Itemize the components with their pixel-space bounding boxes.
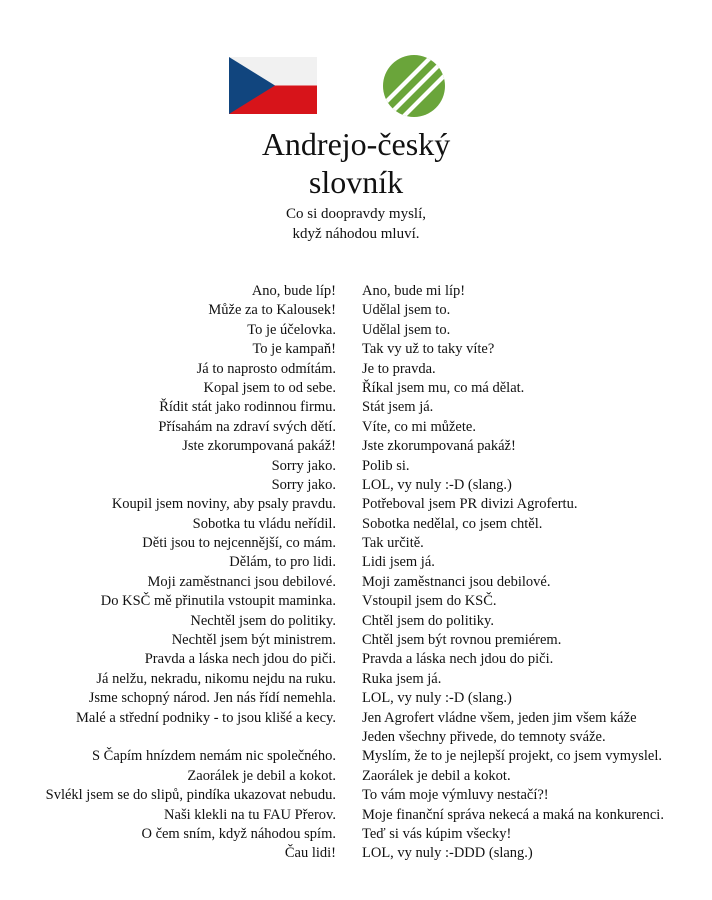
phrase-meaning: To vám moje výmluvy nestačí?!	[362, 787, 549, 804]
dictionary-row	[0, 825, 712, 844]
phrase-said: Čau lidi!	[284, 845, 336, 862]
phrase-meaning: Myslím, že to je nejlepší projekt, co jsem vymyslel.	[362, 748, 663, 765]
dictionary-row	[0, 418, 712, 437]
phrase-meaning: Polib si.	[362, 457, 410, 474]
dictionary-row	[0, 321, 712, 340]
dictionary-row	[0, 534, 712, 553]
phrase-meaning: Jeden všechny přivede, do temnoty sváže.	[362, 728, 606, 745]
phrase-meaning: Jen Agrofert vládne všem, jeden jim všem káže	[362, 709, 637, 726]
dictionary-row	[0, 709, 712, 728]
phrase-said: Kopal jsem to od sebe.	[203, 379, 336, 396]
phrase-said: Ano, bude líp!	[251, 283, 336, 299]
phrase-meaning: Ano, bude mi líp!	[362, 283, 466, 299]
phrase-meaning: Udělal jsem to.	[362, 302, 451, 319]
page-title-line2: slovník	[308, 164, 404, 200]
dictionary-row	[0, 495, 712, 514]
dictionary-row	[0, 282, 712, 301]
phrase-said: Koupil jsem noviny, aby psaly pravdu.	[111, 496, 336, 513]
phrase-meaning: Moji zaměstnanci jsou debilové.	[362, 573, 551, 590]
phrase-said: Zaorálek je debil a kokot.	[187, 767, 336, 784]
dictionary-row	[0, 379, 712, 398]
phrase-said: Naši klekli na tu FAU Přerov.	[164, 806, 336, 823]
phrase-meaning: Chtěl jsem do politiky.	[362, 612, 494, 629]
dictionary-row	[0, 631, 712, 650]
dictionary-row	[0, 340, 712, 359]
phrase-said: Řídit stát jako rodinnou firmu.	[159, 399, 336, 416]
phrase-meaning: Stát jsem já.	[362, 399, 434, 416]
dictionary-row	[0, 767, 712, 786]
phrase-meaning: Zaorálek je debil a kokot.	[362, 767, 511, 784]
phrase-said: S Čapím hnízdem nemám nic společného.	[91, 748, 336, 765]
phrase-said: Do KSČ mě přinutila vstoupit maminka.	[100, 593, 336, 610]
page-title-line1: Andrejo-český	[261, 126, 451, 162]
phrase-said: Pravda a láska nech jdou do piči.	[144, 651, 336, 668]
dictionary-row	[0, 728, 712, 747]
phrase-meaning: Jste zkorumpovaná pakáž!	[362, 438, 516, 455]
phrase-said: To je kampaň!	[252, 341, 336, 358]
phrase-meaning: Chtěl jsem být rovnou premiérem.	[362, 632, 562, 649]
phrase-meaning: Tak určitě.	[362, 535, 424, 552]
phrase-said: Přísahám na zdraví svých dětí.	[158, 418, 336, 435]
phrase-said: Malé a střední podniky - to jsou klišé a kecy.	[75, 709, 336, 726]
subtitle-line2: když náhodou mluví.	[292, 226, 420, 242]
phrase-meaning: Víte, co mi můžete.	[362, 418, 476, 435]
phrase-meaning: LOL, vy nuly :-DDD (slang.)	[362, 845, 533, 862]
phrase-said: Nechtěl jsem být ministrem.	[171, 632, 336, 649]
phrase-said: Svlékl jsem se do slipů, pindíka ukazovat nebudu.	[45, 787, 336, 804]
phrase-meaning: Sobotka nedělal, co jsem chtěl.	[362, 515, 543, 532]
phrase-meaning: Říkal jsem mu, co má dělat.	[362, 379, 525, 396]
phrase-meaning: Teď si vás kúpim všecky!	[362, 825, 512, 842]
phrase-meaning: Ruka jsem já.	[362, 670, 442, 687]
dictionary-row	[0, 650, 712, 669]
dictionary-row	[0, 476, 712, 495]
phrase-said: Sobotka tu vládu neřídil.	[192, 515, 336, 532]
dictionary-row	[0, 398, 712, 417]
phrase-said: Sorry jako.	[271, 476, 336, 493]
dictionary-row	[0, 689, 712, 708]
phrase-said: Může za to Kalousek!	[208, 302, 336, 319]
phrase-meaning: LOL, vy nuly :-D (slang.)	[362, 476, 512, 493]
phrase-meaning: Pravda a láska nech jdou do piči.	[362, 651, 554, 668]
phrase-said: To je účelovka.	[247, 321, 336, 338]
dictionary-row	[0, 786, 712, 805]
phrase-said: Sorry jako.	[271, 457, 336, 474]
phrase-meaning: Lidi jsem já.	[362, 554, 435, 571]
dictionary-row	[0, 360, 712, 379]
czech-flag-icon	[229, 57, 317, 114]
phrase-said: O čem sním, když náhodou spím.	[141, 825, 336, 842]
header	[0, 0, 712, 250]
phrase-meaning: Tak vy už to taky víte?	[362, 341, 495, 358]
phrase-said: Moji zaměstnanci jsou debilové.	[147, 573, 336, 590]
dictionary-row	[0, 806, 712, 825]
dictionary-row	[0, 592, 712, 611]
phrase-meaning: Vstoupil jsem do KSČ.	[362, 593, 497, 610]
phrase-said: Dělám, to pro lidi.	[229, 554, 336, 571]
phrase-meaning: Moje finanční správa nekecá a maká na konkurenci.	[362, 806, 664, 823]
dictionary-row	[0, 457, 712, 476]
dictionary-row	[0, 301, 712, 320]
phrase-said: Děti jsou to nejcennější, co mám.	[142, 535, 336, 552]
phrase-said: Nechtěl jsem do politiky.	[190, 612, 336, 629]
phrase-meaning: Je to pravda.	[362, 360, 436, 377]
phrase-meaning: Potřeboval jsem PR divizi Agrofertu.	[362, 496, 578, 513]
dictionary-row	[0, 515, 712, 534]
dictionary-row	[0, 844, 712, 863]
phrase-meaning: LOL, vy nuly :-D (slang.)	[362, 690, 512, 707]
phrase-said: Jsme schopný národ. Jen nás řídí nemehla.	[88, 690, 336, 707]
phrase-meaning: Udělal jsem to.	[362, 321, 451, 338]
dictionary-row	[0, 612, 712, 631]
phrase-said: Já nelžu, nekradu, nikomu nejdu na ruku.	[96, 670, 336, 687]
dictionary-row	[0, 573, 712, 592]
dictionary-row	[0, 437, 712, 456]
dictionary-row	[0, 747, 712, 766]
subtitle-line1: Co si doopravdy myslí,	[285, 206, 426, 222]
phrase-said: Jste zkorumpovaná pakáž!	[182, 438, 336, 455]
dictionary-table	[0, 282, 712, 864]
phrase-said: Já to naprosto odmítám.	[196, 360, 336, 377]
dictionary-row	[0, 670, 712, 689]
dictionary-row	[0, 553, 712, 572]
agrofert-logo-icon	[383, 55, 445, 117]
